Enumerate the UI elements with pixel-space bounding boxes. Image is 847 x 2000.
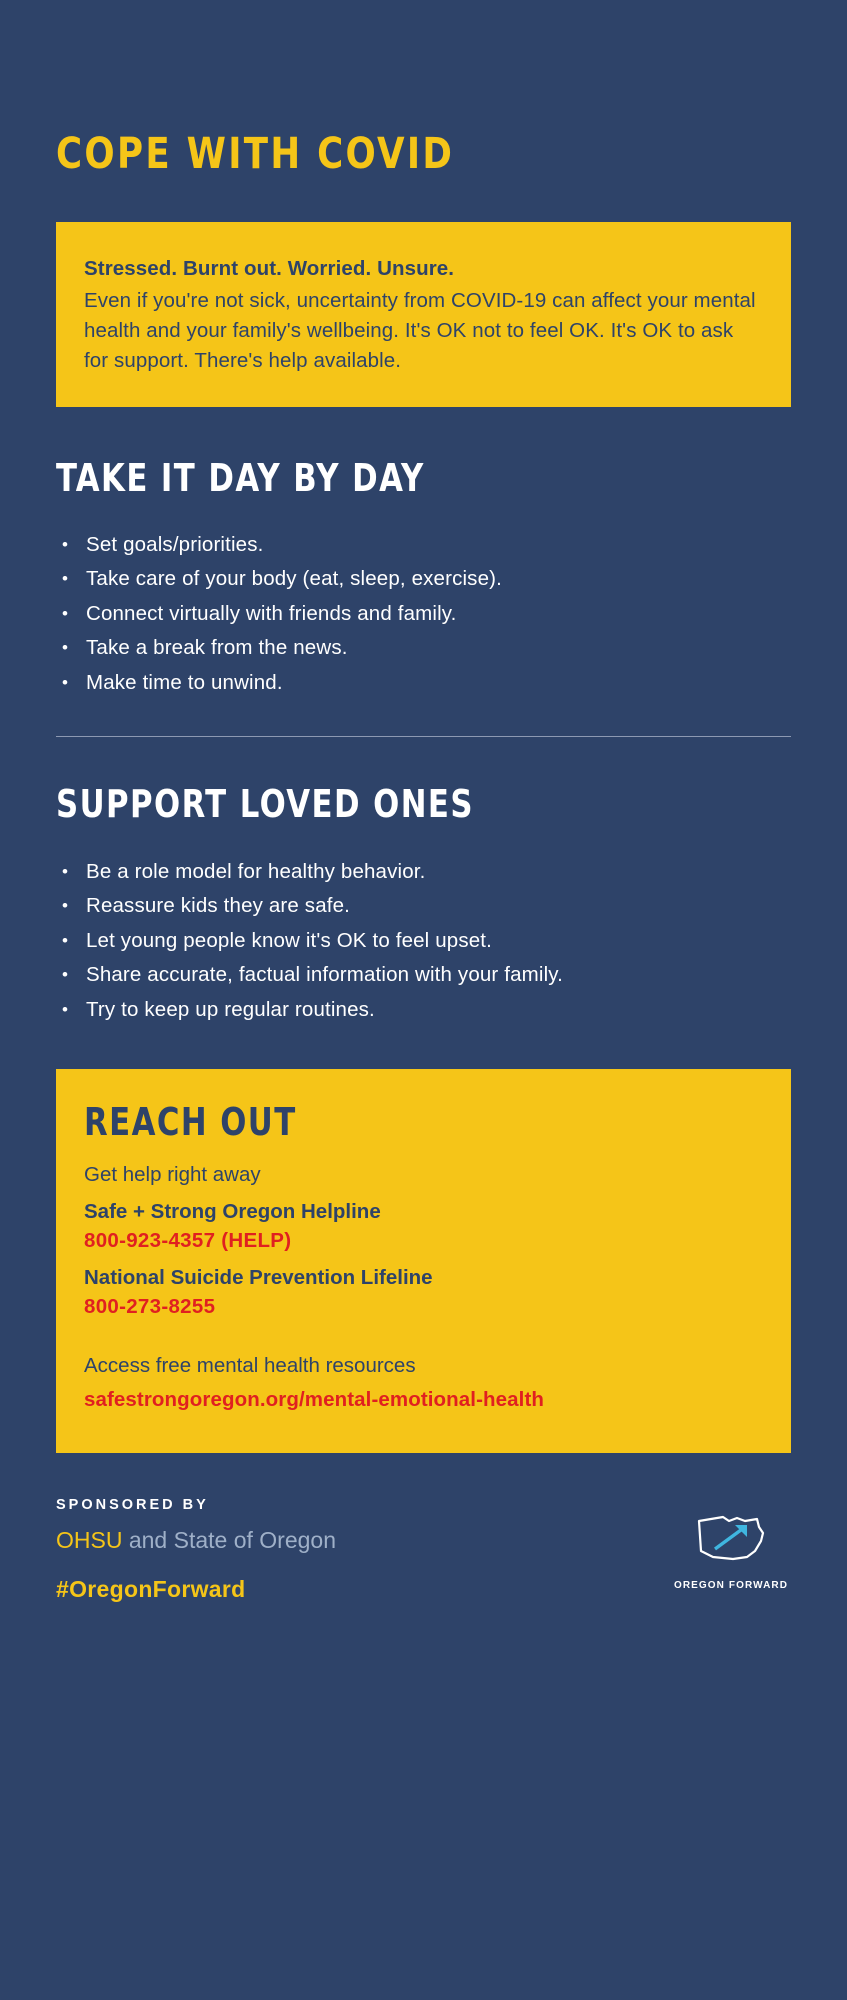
list-item: • Be a role model for healthy behavior.: [56, 855, 791, 889]
list-item: • Try to keep up regular routines.: [56, 993, 791, 1027]
helpline-phone-number[interactable]: 800-923-4357 (HELP): [84, 1228, 292, 1252]
intro-lead-text: Stressed. Burnt out. Worried. Unsure.: [84, 256, 455, 280]
resources-label: Access free mental health resources: [84, 1353, 416, 1377]
bullet-list-take-it-day-by-day: [56, 528, 791, 700]
section-divider: [56, 736, 791, 737]
sponsor-secondary: and State of Oregon: [122, 1527, 336, 1554]
list-item: • Share accurate, factual information with your family.: [56, 958, 791, 992]
helpline-name: Safe + Strong Oregon Helpline: [84, 1199, 381, 1223]
hashtag: #OregonForward: [56, 1576, 246, 1603]
list-item: • Connect virtually with friends and family.: [56, 597, 791, 631]
page-title: COPE WITH COVID: [56, 128, 455, 179]
footer: [56, 1497, 791, 1603]
reach-out-subtitle: Get help right away: [84, 1162, 261, 1186]
list-item: • Let young people know it's OK to feel upset.: [56, 924, 791, 958]
oregon-forward-logo: [671, 1507, 791, 1591]
lifeline-phone-number[interactable]: 800-273-8255: [84, 1294, 216, 1318]
lifeline-name: National Suicide Prevention Lifeline: [84, 1265, 433, 1289]
sponsor-primary: OHSU: [56, 1527, 123, 1554]
reach-out-heading: REACH OUT: [84, 1099, 297, 1144]
resources-link[interactable]: safestrongoregon.org/mental-emotional-health: [84, 1388, 544, 1412]
intro-callout-box: [56, 222, 791, 407]
logo-caption: OREGON FORWARD: [673, 1580, 789, 1592]
bullet-list-support-loved-ones: [56, 855, 791, 1027]
oregon-state-outline-arrow-icon: [693, 1507, 769, 1569]
list-item: • Set goals/priorities.: [56, 528, 791, 562]
section-heading-take-it-day-by-day: TAKE IT DAY BY DAY: [56, 455, 425, 500]
list-item: • Take care of your body (eat, sleep, exercise).: [56, 562, 791, 596]
list-item: • Reassure kids they are safe.: [56, 889, 791, 923]
list-item: • Take a break from the news.: [56, 631, 791, 665]
reach-out-box: [56, 1069, 791, 1453]
intro-body-text: Even if you're not sick, uncertainty from COVID-19 can affect your mental health and your family's wellbeing. It's OK not to feel OK. It's OK to ask for support. There's help available.: [84, 288, 756, 373]
section-heading-support-loved-ones: SUPPORT LOVED ONES: [56, 782, 474, 827]
list-item: • Make time to unwind.: [56, 666, 791, 700]
sponsored-by-label: SPONSORED BY: [56, 1497, 209, 1514]
